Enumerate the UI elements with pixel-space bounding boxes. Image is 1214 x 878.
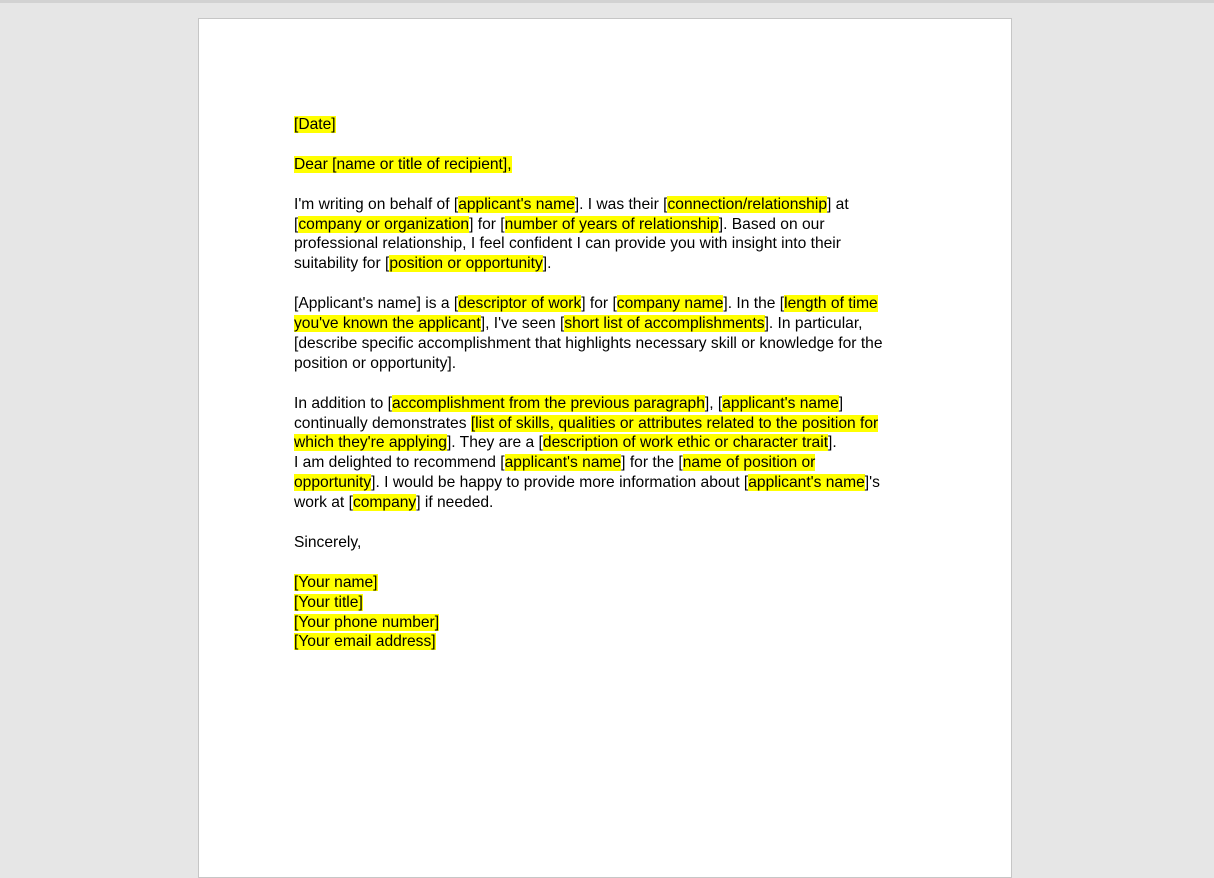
placeholder-applicant-name: applicant's name — [458, 195, 575, 213]
text-run: ]. — [542, 255, 552, 273]
text-run: ]'s work at [ — [294, 474, 880, 512]
text-run: ], I've seen [ — [480, 315, 565, 333]
placeholder-work-ethic: description of work ethic or character trait — [542, 434, 829, 452]
text-run: [Applicant's name] is a [ — [294, 295, 459, 313]
placeholder-position: position or opportunity — [389, 255, 543, 273]
placeholder-company: company — [352, 494, 417, 512]
date-line — [294, 115, 904, 135]
text-run: ]. Based on our professional relationship, I feel confident I can provide you with insight into their suitability for [ — [294, 215, 841, 273]
placeholder-connection: connection/relationship — [667, 195, 827, 213]
signature-phone-line — [294, 613, 904, 633]
text-run: ] for [ — [469, 215, 505, 233]
text-run: ]. I would be happy to provide more information about [ — [371, 474, 749, 492]
text-run: ]. In the [ — [723, 295, 785, 313]
placeholder-applicant-name: applicant's name — [722, 394, 839, 412]
text-run: In addition to [ — [294, 394, 392, 412]
salutation-placeholder: Dear [name or title of recipient], — [294, 155, 512, 173]
paragraph-accomplishments — [294, 294, 904, 374]
placeholder-company-name: company name — [616, 295, 724, 313]
text-run: ] for [ — [581, 295, 617, 313]
text-run: ]. They are a [ — [446, 434, 543, 452]
date-placeholder: [Date] — [294, 116, 336, 133]
salutation-line — [294, 155, 904, 175]
signature-block — [294, 573, 904, 653]
signature-email-line — [294, 632, 904, 652]
letter-body[interactable] — [294, 115, 904, 652]
text-run: ] if needed. — [416, 494, 494, 512]
text-run: ]. — [828, 434, 837, 452]
placeholder-descriptor: descriptor of work — [458, 295, 582, 313]
closing-line — [294, 533, 904, 553]
placeholder-position-name: name of position or opportunity — [294, 454, 816, 492]
document-page[interactable] — [198, 18, 1012, 878]
paragraph-recommendation — [294, 453, 904, 513]
placeholder-previous-accomplishment: accomplishment from the previous paragraph — [391, 394, 705, 412]
placeholder-your-title: [Your title] — [294, 593, 363, 611]
placeholder-company-organization: company or organization — [298, 215, 470, 233]
text-run: ] at [ — [294, 195, 849, 233]
text-run: I am delighted to recommend [ — [294, 454, 505, 472]
signature-name-line — [294, 573, 904, 593]
paragraph-skills — [294, 394, 904, 454]
placeholder-your-email: [Your email address] — [294, 633, 436, 651]
text-run: ] for the [ — [621, 454, 683, 472]
placeholder-applicant-name: applicant's name — [748, 474, 865, 492]
placeholder-skills: [list of skills, qualities or attributes related to the position for which they're applying — [294, 414, 879, 452]
placeholder-length-of-time: length of time you've known the applicant — [294, 295, 878, 333]
text-run: ]. I was their [ — [574, 195, 668, 213]
text-run: ], [ — [704, 394, 723, 412]
text-run: I'm writing on behalf of [ — [294, 195, 459, 213]
placeholder-your-phone: [Your phone number] — [294, 613, 440, 631]
signature-title-line — [294, 593, 904, 613]
placeholder-years: number of years of relationship — [504, 215, 719, 233]
placeholder-your-name: [Your name] — [294, 573, 378, 591]
paragraph-intro — [294, 195, 904, 275]
text-run: ]. In particular, [describe specific accomplishment that highlights necessary skill or knowledge for the position or opportunity]. — [294, 315, 883, 372]
window-top-bar — [0, 0, 1214, 3]
text-run: ] continually demonstrates — [294, 394, 844, 432]
closing-text: Sincerely, — [294, 533, 362, 551]
placeholder-accomplishments: short list of accomplishments — [564, 315, 765, 333]
placeholder-applicant-name: applicant's name — [504, 454, 622, 472]
